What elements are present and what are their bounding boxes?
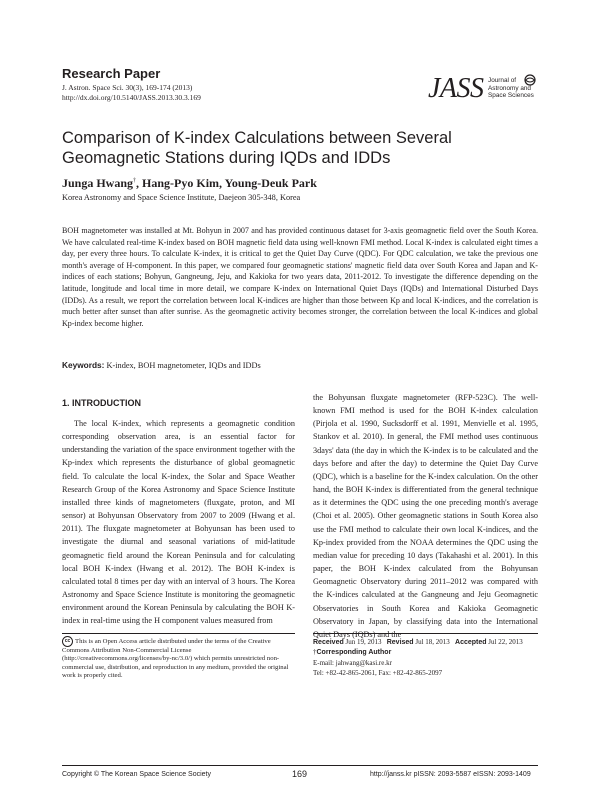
revised-date: Jul 18, 2013 xyxy=(413,638,450,646)
logo-wordmark: JASS xyxy=(428,73,484,104)
abstract: BOH magnetometer was installed at Mt. Bohyun in 2007 and has provided continuous dataset for 3-axis geomagnetic field over the South Korea. We have calculated real-time K-index based on BOH magnetic field data using well-known FMI method. Local K-index is calculated eight times a day, per every three hours. To calculate K-index, it is critical to get the Quiet Day Curve (QDC). For QDC calculation, we take the previous one month's average of H-component. In this paper, we compared four geomagnetic stations' magnetic field data over South Korea and Japan and K-indices of each stations; Bohyun, Gangneung, Jeju, and Kakioka for two years data, 2011-2012. To investigate the difference depending on the latitude, longitude and local time in more detail, we compare K-index on International Quiet Days (IQDs) and International Disturbed Days (IDDs). As a result, we report the correlation between local K-indices are higher than those between Kp and local K-indices, and the correlation is much better after sunset than after sunrise. As the geomagnetic activity becomes stronger, the correlation between the local K-indices and global Kp-index become higher. xyxy=(62,226,538,328)
keywords-text: K-index, BOH magnetometer, IQDs and IDDs xyxy=(104,361,261,370)
corresponding-phone: Tel: +82-42-865-2061, Fax: +82-42-865-2097 xyxy=(313,669,443,677)
article-type: Research Paper xyxy=(62,66,161,81)
journal-citation: J. Astron. Space Sci. 30(3), 169-174 (2013) xyxy=(62,83,193,92)
body-left-column: The local K-index, which represents a geomagnetic condition corresponding observation area, is an essential factor for understanding the variation of the space environment together with the Kp-index which represents the disturbance of global geomagnetic field. To calculate the local K-index, the Solar and Space Weather Research Group of the Korea Astronomy and Space Science Institute installed three kinds of magnetometers (fluxgate, proton, and MI sensor) at Bohyunsan Observatory from 2007 to 2009 (Hwang et al. 2011). The fluxgate magnetometer at Bohyunsan has been used to investigate the diurnal and seasonal variations of mid-latitude geomagnetic field around the Korean Peninsula and for calculating local BOH K-index (Hwang et al. 2012). The BOH K-index is calculated total 8 times per day with an interval of 3 hours. The Korea Astronomy and Space Science Institute is monitoring the geomagnetic environment around the Korean Peninsula by calculating the BOH K-index in real-time using the H component values measured from xyxy=(62,419,295,626)
doi-link[interactable]: http://dx.doi.org/10.5140/JASS.2013.30.3.169 xyxy=(62,93,201,102)
footnote-divider-right xyxy=(313,633,538,634)
received-label: Received xyxy=(313,639,344,646)
section-heading: 1. INTRODUCTION xyxy=(62,398,142,408)
page-number: 169 xyxy=(292,769,308,779)
creative-commons-icon: cc xyxy=(62,636,73,647)
corresponding-mark-footnote: † xyxy=(313,648,317,656)
footer-copyright: Copyright © The Korean Space Science Society xyxy=(62,771,211,778)
affiliation: Korea Astronomy and Space Science Institute, Daejeon 305-348, Korea xyxy=(62,193,301,202)
first-author: Junga Hwang xyxy=(62,176,134,190)
footnote-divider-left xyxy=(62,633,295,634)
corresponding-email[interactable]: E-mail: jahwang@kasi.re.kr xyxy=(313,659,392,667)
citation-block xyxy=(62,83,201,103)
received-date: Jun 19, 2013 xyxy=(343,638,382,646)
author-list xyxy=(62,176,317,191)
corresponding-author-block xyxy=(313,647,442,678)
paper-title: Comparison of K-index Calculations between Several Geomagnetic Stations during IQDs and IDDs xyxy=(62,129,452,167)
license-note xyxy=(62,636,295,681)
keywords xyxy=(62,360,261,370)
logo-globe-icon xyxy=(524,74,536,86)
footer-divider xyxy=(62,765,538,766)
corresponding-label: Corresponding Author xyxy=(316,649,392,656)
footer-issn: http://janss.kr pISSN: 2093-5587 eISSN: 2093-1409 xyxy=(370,771,531,778)
keywords-label: Keywords: xyxy=(62,360,105,370)
logo-line-1: Journal of xyxy=(488,77,517,84)
body-right-column: the Bohyunsan fluxgate magnetometer (RFP-523C). The well-known FMI method is used for the BOH K-index calculation (Pirjola et al. 1990, Sucksdorff et al. 1991, Menvielle et al. 1995, Stankov et al. 2010). In general, the FMI method uses continuous 3days' data (the day in which the K-index is to be calculated and the days before and after the day) to determine the Quiet Day Curve (QDC), which is a baseline for the K-index calculation. On the other hand, the BOH K-index is differentiated from the general technique as it determines the QDC using the one preceding month's average (Choi et al. 2005). Other geomagnetic stations in South Korea also use the FMI method to calculate their own local K-indices, and the Kp-index provided from the NOAA determines the QDC using the median value for preceding 10 days (Takahashi et al. 2001). In this paper, the BOH K-index calculated from the Bohyunsan Geomagnetic Observatory during 2011–2012 was compared with the K-indices calculated at the Gangneung and Jeju Geomagnetic Observatories in South Korea and Kakioka Geomagnetic Observatory in Japan, by classifying data into the International Quiet Days (IQDs) and the xyxy=(313,393,538,639)
corresponding-mark: † xyxy=(133,178,137,184)
accepted-date: Jul 22, 2013 xyxy=(486,638,523,646)
other-authors: , Hang-Pyo Kim, Young-Deuk Park xyxy=(136,176,317,190)
accepted-label: Accepted xyxy=(455,639,487,646)
journal-logo xyxy=(428,74,550,104)
revised-label: Revised xyxy=(386,639,414,646)
logo-line-2: Astronomy and xyxy=(488,84,531,92)
logo-line-3: Space Sciences xyxy=(488,92,534,100)
license-text: This is an Open Access article distributed under the terms of the Creative Commons Attribution Non-Commercial License (http://creativecommons.org/licenses/by-nc/3.0/) which permits unrestricted non-commercial use, distribution, and reproduction in any medium, provided the original work is properly cited. xyxy=(62,638,289,680)
